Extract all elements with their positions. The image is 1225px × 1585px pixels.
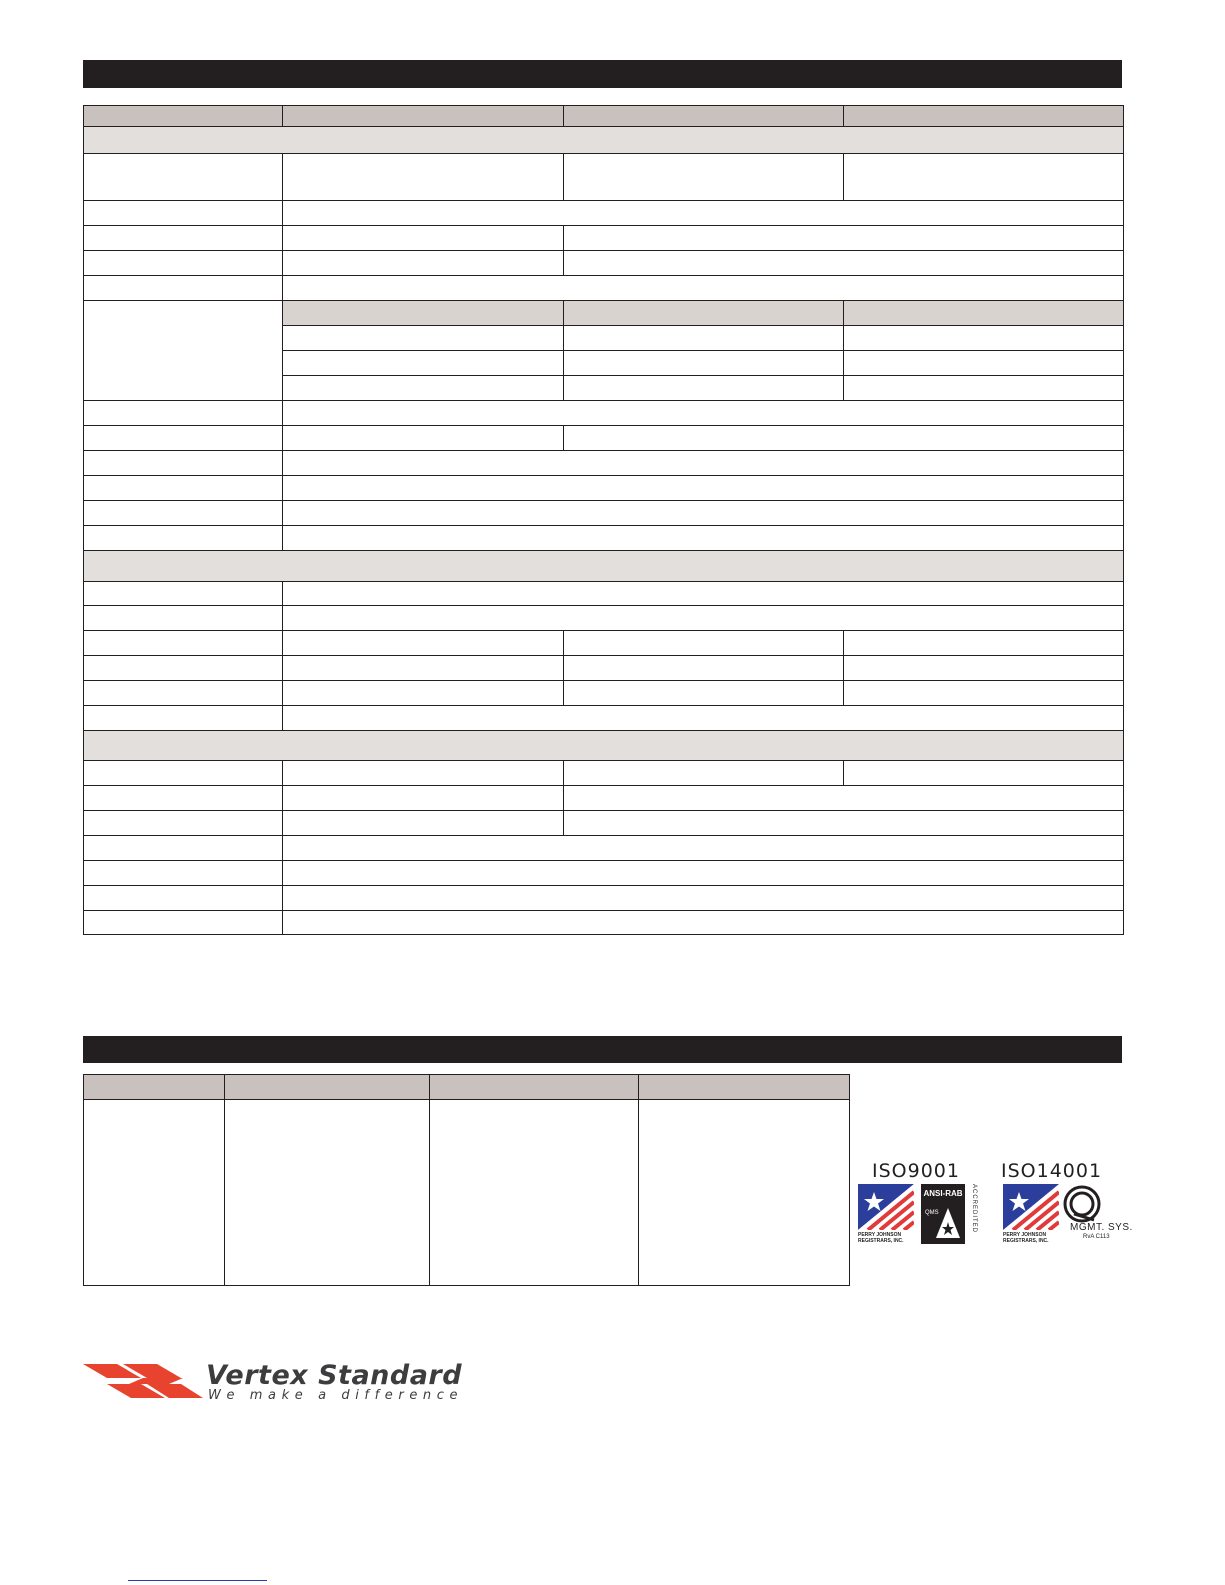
- table-row: [84, 861, 1124, 886]
- rva-code-label: RvA C113: [1083, 1234, 1110, 1240]
- table-header-row: [84, 1075, 850, 1100]
- table-row: [84, 301, 1124, 326]
- table-row: [84, 1100, 850, 1286]
- table-row: [84, 631, 1124, 656]
- table-row: [84, 426, 1124, 451]
- table-row: [84, 836, 1124, 861]
- table-row: [84, 706, 1124, 731]
- specifications-title-bar: [83, 60, 1122, 88]
- section-row: [84, 731, 1124, 761]
- section-row: [84, 551, 1124, 582]
- table-row: [84, 761, 1124, 786]
- table-row: [84, 451, 1124, 476]
- table-row: [84, 681, 1124, 706]
- vertex-standard-logo-icon: [83, 1364, 203, 1398]
- table-row: [84, 226, 1124, 251]
- ansi-rab-logo: [921, 1184, 965, 1244]
- table-row: [84, 606, 1124, 631]
- ansi-rab-label: ANSI-RAB: [923, 1189, 963, 1198]
- table-row: [84, 582, 1124, 606]
- table-row: [84, 201, 1124, 226]
- table-row: [84, 276, 1124, 301]
- table-row: [84, 786, 1124, 811]
- link-underline[interactable]: [128, 1580, 267, 1581]
- table-row: [84, 656, 1124, 681]
- company-name: Vertex Standard: [206, 1360, 463, 1391]
- mgmt-sys-label: MGMT. SYS.: [1070, 1222, 1133, 1233]
- rva-seal-icon: [1062, 1184, 1102, 1224]
- table-row: [84, 526, 1124, 551]
- table-row: [84, 154, 1124, 201]
- accessories-table: [83, 1074, 850, 1286]
- registrar-caption: PERRY JOHNSON REGISTRARS, INC.: [1003, 1232, 1049, 1244]
- qms-label: QMS: [925, 1210, 939, 1216]
- table-row: [84, 886, 1124, 911]
- table-row: [84, 811, 1124, 836]
- table-header-row: [84, 106, 1124, 127]
- table-row: [84, 251, 1124, 276]
- table-row: [84, 911, 1124, 935]
- section-row: [84, 127, 1124, 154]
- iso14001-title: ISO14001: [1001, 1160, 1103, 1182]
- accessories-title-bar: [83, 1036, 1122, 1063]
- table-row: [84, 501, 1124, 526]
- table-row: [84, 476, 1124, 501]
- accredited-label: ACCREDITED: [971, 1184, 977, 1234]
- perry-johnson-flag-icon: [1003, 1184, 1059, 1230]
- triangle-star-icon: [935, 1206, 961, 1240]
- registrar-caption: PERRY JOHNSON REGISTRARS, INC.: [858, 1232, 904, 1244]
- perry-johnson-flag-icon: [858, 1184, 914, 1230]
- iso9001-title: ISO9001: [872, 1160, 960, 1182]
- table-row: [84, 401, 1124, 426]
- specifications-table: [83, 105, 1124, 935]
- company-tagline: We make a difference: [208, 1388, 464, 1403]
